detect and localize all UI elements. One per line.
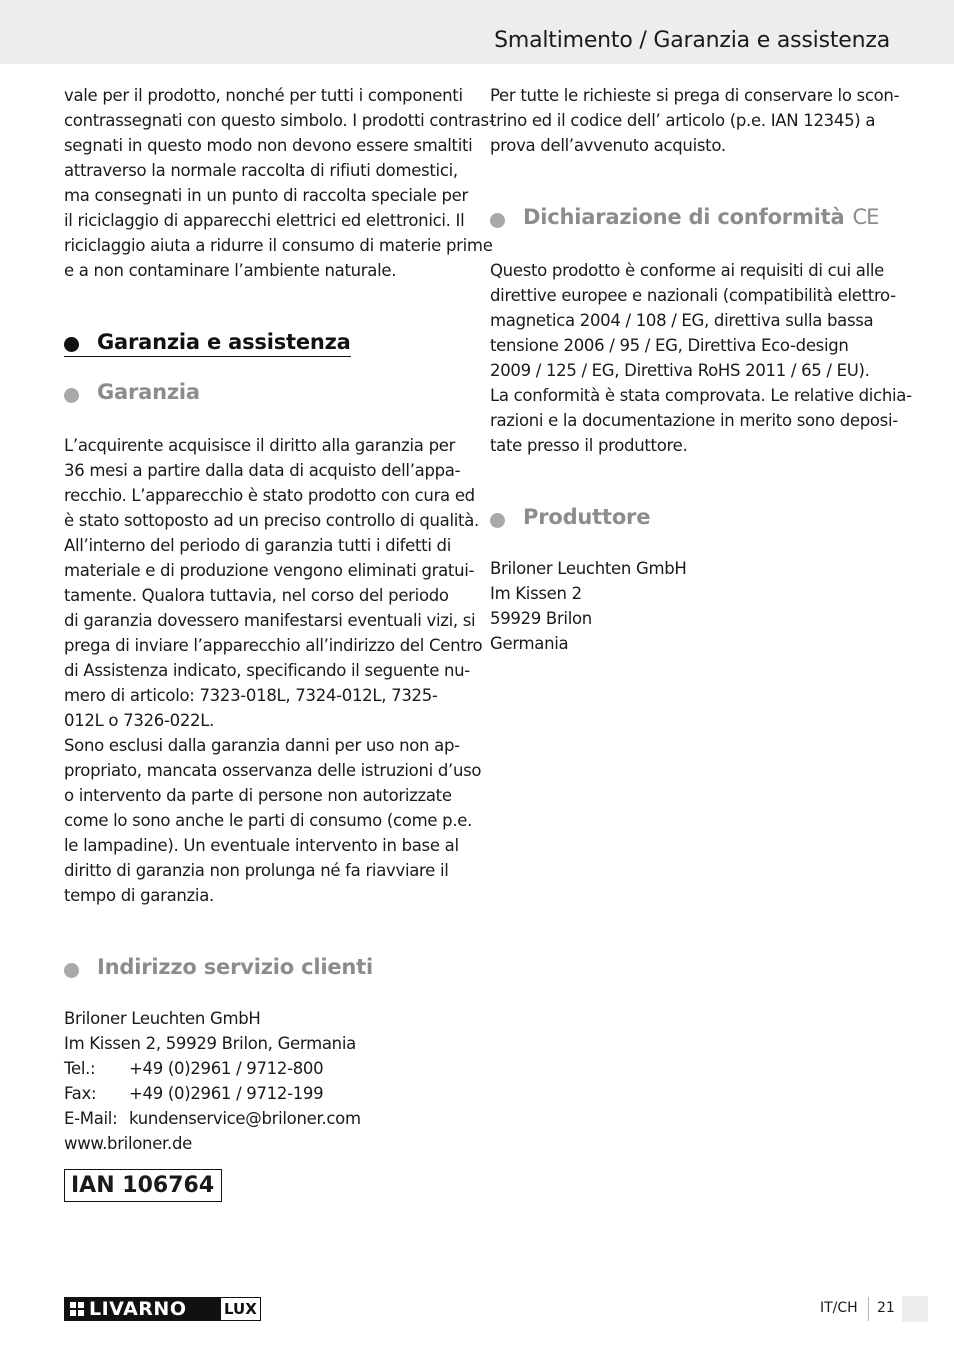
livarno-lux-logo [64, 1297, 261, 1321]
footer-language: IT/CH [820, 1300, 858, 1316]
fax-label: Fax: [64, 1084, 97, 1103]
logo-squares-icon [70, 1302, 84, 1316]
service-address: Im Kissen 2, 59929 Brilon, Germania [64, 1034, 356, 1053]
heading-customer-service [64, 955, 373, 979]
heading-customer-service-text: Indirizzo servizio clienti [97, 955, 373, 979]
bullet-icon [64, 388, 79, 403]
disposal-paragraph: vale per il prodotto, nonché per tutti i componenti contrassegnati con questo simbolo. I prodotti contras- segnati in questo modo non devono essere smaltiti attraverso la normale raccolta di rifiuti domestici, ma consegnati in un punto di raccolta speciale per il riciclaggio di apparecchi elettrici ed elettronici. Il riciclaggio aiuta a ridurre il consumo di materie prime e a non contaminare l’ambiente naturale. [64, 86, 495, 280]
manufacturer-city: 59929 Brilon [490, 609, 592, 628]
conformity-paragraph: Questo prodotto è conforme ai requisiti di cui alle direttive europee e nazionali (compatibilità elettro- magnetica 2004 / 108 / EG, direttiva sulla bassa tensione 2006 / 95 / EG, Direttiva Eco-design 2009 / 125 / EG, Direttiva RoHS 2011 / 65 / EU). La conformità è stata comprovata. Le relative dichia- razioni e la documentazione in merito sono deposi- tate presso il produttore. [490, 261, 912, 455]
tel-label: Tel.: [64, 1059, 96, 1078]
warranty-paragraph: L’acquirente acquisisce il diritto alla garanzia per 36 mesi a partire dalla data di acquisto dell’appa- recchio. L’apparecchio è stato prodotto con cura ed è stato sottoposto ad un preciso controllo di qualità. All’interno del periodo di garanzia tutti i difetti di materiale e di produzione vengono eliminati gratui- tamente. Qualora tuttavia, nel corso del periodo di garanzia dovessero manifestarsi eventuali vizi, si prega di inviare l’apparecchio all’indirizzo del Centro di Assistenza indicato, specificando il seguente nu- mero di articolo: 7323-018L, 7324-012L, 7325- 012L o 7326-022L. Sono esclusi dalla garanzia danni per uso non ap- propriato, mancata osservanza delle istruzioni d’uso o intervento da parte di persone non autorizzate come lo sono anche le parti di consumo (come p.e. le lampadine). Un eventuale intervento in base al diritto di garanzia non prolunga né fa riavviare il tempo di garanzia. [64, 436, 483, 905]
manufacturer-country: Germania [490, 634, 569, 653]
section-heading-warranty-service [64, 330, 351, 357]
heading-warranty-text: Garanzia [97, 380, 200, 404]
bullet-icon [490, 513, 505, 528]
bullet-icon [490, 213, 505, 228]
logo-main [64, 1297, 220, 1321]
heading-manufacturer-text: Produttore [523, 505, 651, 529]
service-company: Briloner Leuchten GmbH [64, 1009, 261, 1028]
email-value: kundenservice@briloner.com [129, 1109, 361, 1128]
bullet-icon [64, 337, 79, 352]
manufacturer-street: Im Kissen 2 [490, 584, 582, 603]
heading-warranty [64, 380, 200, 404]
service-fax-row [64, 1084, 323, 1103]
heading-conformity [490, 205, 878, 229]
page-number: 21 [877, 1300, 895, 1316]
service-website: www.briloner.de [64, 1134, 192, 1153]
receipt-paragraph: Per tutte le richieste si prega di conservare lo scon- trino ed il codice dell’ articolo (p.e. IAN 12345) a prova dell’avvenuto acquisto. [490, 86, 900, 155]
manufacturer-company: Briloner Leuchten GmbH [490, 559, 687, 578]
page-header [0, 0, 954, 64]
ce-mark-icon: CE [852, 205, 879, 229]
heading-manufacturer [490, 505, 650, 529]
heading-conformity-text: Dichiarazione di conformità [523, 205, 845, 229]
ian-number-box: IAN 106764 [64, 1169, 222, 1202]
page-title: Smaltimento / Garanzia e assistenza [494, 28, 890, 53]
tel-value: +49 (0)2961 / 9712-800 [129, 1059, 324, 1078]
footer-divider [868, 1297, 869, 1321]
page-tab-marker [902, 1296, 928, 1322]
bullet-icon [64, 963, 79, 978]
logo-text: LIVARNO [89, 1298, 187, 1320]
email-label: E-Mail: [64, 1109, 118, 1128]
fax-value: +49 (0)2961 / 9712-199 [129, 1084, 324, 1103]
section-heading-text: Garanzia e assistenza [97, 330, 351, 354]
service-email-row [64, 1109, 361, 1128]
service-tel-row [64, 1059, 323, 1078]
logo-lux: LUX [220, 1297, 261, 1321]
